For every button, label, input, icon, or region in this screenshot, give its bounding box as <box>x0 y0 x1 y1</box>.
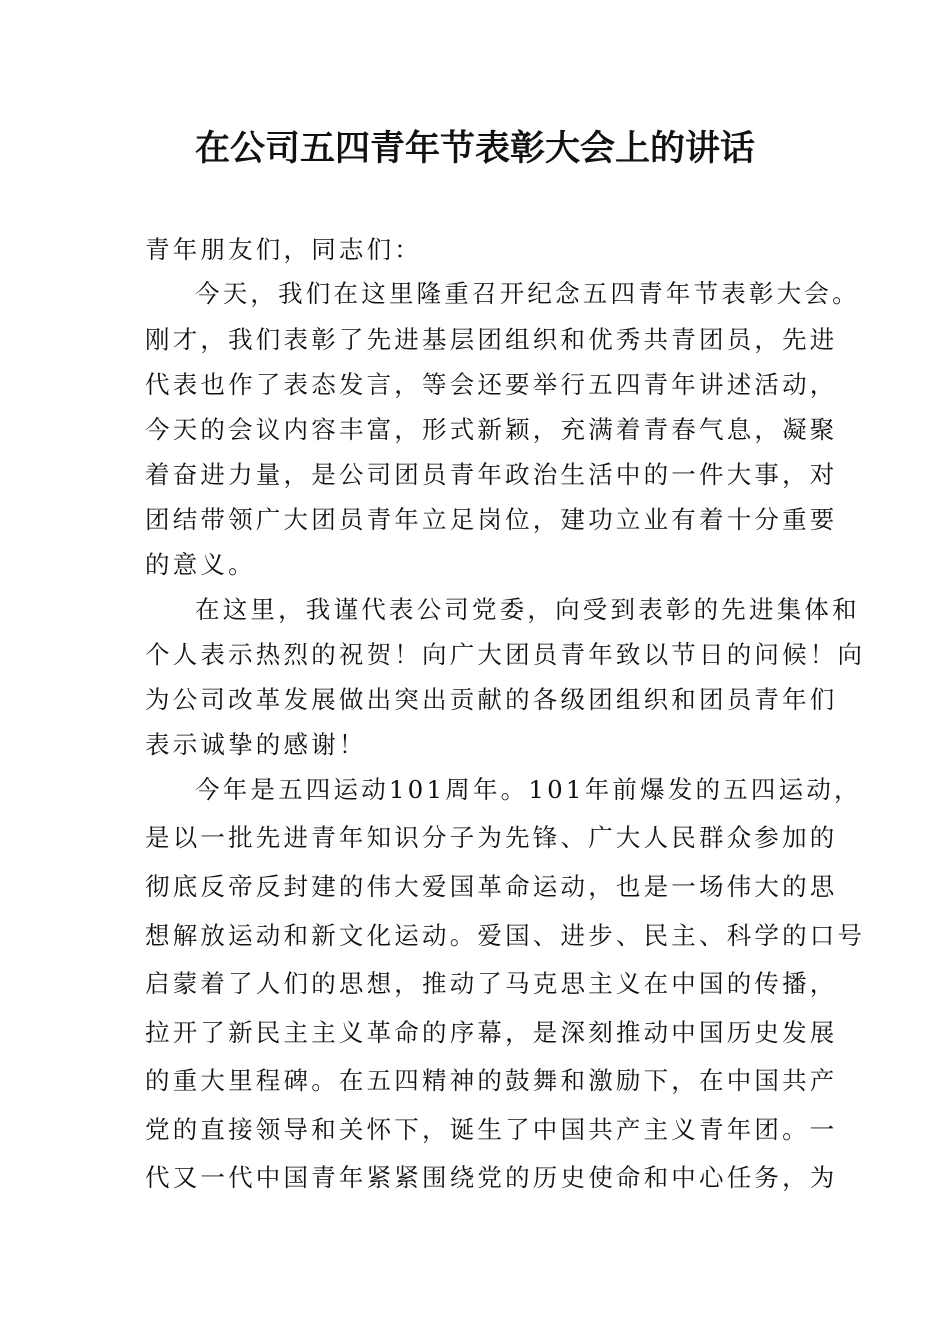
paragraph-1-line-6: 团结带领广大团员青年立足岗位，建功立业有着十分重要 <box>145 505 838 534</box>
paragraph-1-line-7: 的意义。 <box>145 550 256 579</box>
salutation-line: 青年朋友们，同志们： <box>145 235 422 264</box>
paragraph-3-line-7: 的重大里程碑。在五四精神的鼓舞和激励下，在中国共产 <box>145 1066 838 1095</box>
paragraph-3-line-4: 想解放运动和新文化运动。爱国、进步、民主、科学的口号 <box>145 921 866 950</box>
paragraph-2-line-3: 为公司改革发展做出突出贡献的各级团组织和团员青年们 <box>145 685 838 714</box>
paragraph-1-line-2: 刚才，我们表彰了先进基层团组织和优秀共青团员，先进 <box>145 325 838 354</box>
paragraph-3-line-9: 代又一代中国青年紧紧围绕党的历史使命和中心任务，为 <box>145 1163 838 1192</box>
paragraph-1-line-1: 今天，我们在这里隆重召开纪念五四青年节表彰大会。 <box>195 279 860 308</box>
paragraph-2-line-4: 表示诚挚的感谢！ <box>145 730 367 759</box>
document-title: 在公司五四青年节表彰大会上的讲话 <box>194 128 755 169</box>
paragraph-2-line-2: 个人表示热烈的祝贺！向广大团员青年致以节日的问候！向 <box>145 640 866 669</box>
paragraph-3-line-8: 党的直接领导和关怀下，诞生了中国共产主义青年团。一 <box>145 1115 838 1144</box>
paragraph-3-line-3: 彻底反帝反封建的伟大爱国革命运动，也是一场伟大的思 <box>145 872 838 901</box>
paragraph-3-line-2: 是以一批先进青年知识分子为先锋、广大人民群众参加的 <box>145 823 838 852</box>
paragraph-2-line-1: 在这里，我谨代表公司党委，向受到表彰的先进集体和 <box>195 595 860 624</box>
paragraph-1-line-4: 今天的会议内容丰富，形式新颖，充满着青春气息，凝聚 <box>145 415 838 444</box>
paragraph-1-line-3: 代表也作了表态发言，等会还要举行五四青年讲述活动， <box>145 370 838 399</box>
paragraph-3-line-5: 启蒙着了人们的思想，推动了马克思主义在中国的传播， <box>145 969 838 998</box>
paragraph-1-line-5: 着奋进力量，是公司团员青年政治生活中的一件大事，对 <box>145 460 838 489</box>
paragraph-3-line-6: 拉开了新民主主义革命的序幕，是深刻推动中国历史发展 <box>145 1018 838 1047</box>
paragraph-3-line-1: 今年是五四运动101周年。101年前爆发的五四运动， <box>195 775 862 804</box>
